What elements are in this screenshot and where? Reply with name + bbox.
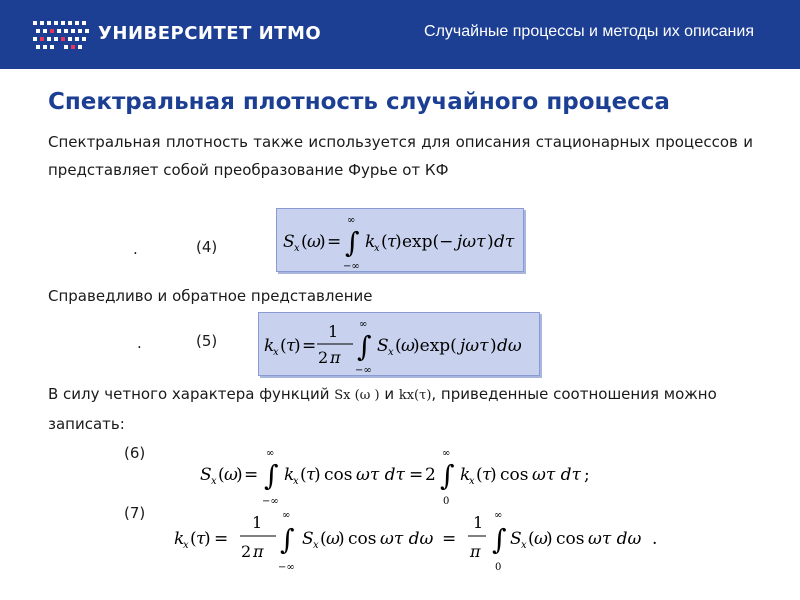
parity-text-after: , приведенные соотношения можно записать:: [48, 385, 717, 433]
svg-text:(: (: [300, 465, 307, 485]
svg-text:ω: ω: [401, 336, 415, 356]
svg-text:): ): [490, 336, 497, 356]
svg-text:(: (: [301, 232, 308, 252]
svg-text:S: S: [510, 529, 522, 549]
svg-text:): ): [490, 465, 497, 485]
svg-text:dω: dω: [497, 336, 522, 356]
svg-text:): ): [236, 465, 243, 485]
svg-text:k: k: [365, 232, 376, 252]
svg-text:π: π: [253, 542, 264, 561]
svg-text:x: x: [521, 540, 527, 551]
presentation-topic: Случайные процессы и методы их описания: [424, 23, 754, 40]
svg-text:τ: τ: [387, 232, 397, 252]
svg-text:ω: ω: [326, 529, 340, 549]
parity-and: и: [384, 385, 395, 403]
svg-text:exp(−: exp(−: [402, 232, 454, 252]
svg-text:∫: ∫: [264, 459, 279, 492]
eq6-label: (6): [124, 444, 146, 462]
parity-sx: Sx (ω ): [334, 388, 380, 403]
svg-text:τ: τ: [306, 465, 316, 485]
svg-text:0: 0: [495, 562, 502, 573]
parity-kx: kx(τ): [398, 388, 432, 403]
svg-text:ωτ dω: ωτ dω: [380, 529, 434, 549]
svg-text:;: ;: [584, 465, 590, 485]
svg-text:ω: ω: [307, 232, 321, 252]
parity-text-before: В силу четного характера функций: [48, 385, 330, 403]
svg-text:=: =: [442, 529, 457, 549]
svg-text:x: x: [294, 243, 300, 254]
inverse-paragraph: Справедливо и обратное представление: [48, 287, 373, 305]
svg-text:∞: ∞: [442, 448, 451, 459]
svg-text:(: (: [528, 529, 535, 549]
svg-text:π: π: [330, 348, 341, 367]
svg-text:S: S: [283, 232, 295, 252]
svg-text:(: (: [395, 336, 402, 356]
formula-5: [259, 313, 541, 377]
svg-text:S: S: [302, 529, 314, 549]
svg-text:=: =: [214, 529, 229, 549]
svg-text:∞: ∞: [359, 319, 368, 330]
svg-text:=: =: [244, 465, 259, 485]
svg-text:−∞: −∞: [262, 496, 279, 507]
svg-text:(: (: [280, 336, 287, 356]
eq5-dot: .: [137, 334, 142, 352]
svg-text:dτ: dτ: [494, 232, 515, 252]
eq4-label: (4): [196, 238, 218, 256]
svg-text:): ): [395, 232, 402, 252]
svg-text:ωτ dω: ωτ dω: [588, 529, 642, 549]
svg-text:x: x: [469, 476, 475, 487]
svg-text:∞: ∞: [494, 510, 503, 521]
svg-text:x: x: [211, 476, 217, 487]
svg-text:τ: τ: [196, 529, 206, 549]
svg-text:∫: ∫: [280, 523, 295, 556]
svg-text:jωτ: jωτ: [460, 336, 489, 356]
svg-text:1: 1: [473, 513, 484, 532]
svg-text:): ): [487, 232, 494, 252]
svg-text:): ): [338, 529, 345, 549]
svg-text:−∞: −∞: [355, 365, 372, 376]
svg-text:∞: ∞: [282, 510, 291, 521]
svg-text:ωτ dτ: ωτ dτ: [532, 465, 581, 485]
formula-7: [170, 504, 670, 576]
svg-text:−∞: −∞: [343, 261, 360, 272]
svg-text:x: x: [183, 540, 189, 551]
svg-text:k: k: [174, 529, 185, 549]
svg-text:=: =: [327, 232, 342, 252]
formula-box-5: [258, 312, 540, 376]
svg-text:x: x: [374, 243, 380, 254]
eq4-dot: .: [133, 240, 138, 258]
formula-4: [277, 209, 525, 273]
svg-text:∫: ∫: [440, 459, 455, 492]
svg-text:τ: τ: [482, 465, 492, 485]
svg-text:−∞: −∞: [278, 562, 295, 573]
svg-text:): ): [204, 529, 211, 549]
svg-text:jωτ: jωτ: [457, 232, 486, 252]
university-logo-text: УНИВЕРСИТЕТ ИТМО: [98, 23, 322, 44]
svg-text:∞: ∞: [347, 215, 356, 226]
svg-text:): ): [546, 529, 553, 549]
svg-text:S: S: [377, 336, 389, 356]
svg-text:): ): [314, 465, 321, 485]
svg-text:τ: τ: [286, 336, 296, 356]
intro-paragraph: Спектральная плотность также используется для описания стационарных процессов и представляет собой преобразование Фурье от КФ: [48, 133, 753, 179]
svg-text:k: k: [264, 336, 275, 356]
header-bar: [0, 0, 800, 69]
svg-text:1: 1: [252, 513, 263, 532]
svg-text:k: k: [460, 465, 471, 485]
svg-text:ωτ dτ: ωτ dτ: [356, 465, 405, 485]
svg-text:2: 2: [241, 542, 252, 561]
svg-text:∫: ∫: [492, 523, 507, 556]
svg-text:): ): [294, 336, 301, 356]
svg-text:k: k: [284, 465, 295, 485]
svg-text:(: (: [476, 465, 483, 485]
svg-text:(: (: [190, 529, 197, 549]
svg-text:ω: ω: [224, 465, 238, 485]
svg-text:2: 2: [318, 348, 329, 367]
svg-text:π: π: [470, 542, 481, 561]
svg-text:1: 1: [328, 322, 339, 341]
svg-text:=: =: [409, 465, 424, 485]
svg-text:S: S: [200, 465, 212, 485]
svg-text:0: 0: [443, 496, 450, 507]
eq7-label: (7): [124, 504, 146, 522]
svg-text:x: x: [388, 347, 394, 358]
formula-box-4: [276, 208, 524, 272]
svg-text:(: (: [381, 232, 388, 252]
svg-text:∫: ∫: [345, 226, 360, 259]
svg-text:x: x: [273, 347, 279, 358]
svg-text:)exp(: )exp(: [413, 336, 457, 356]
svg-text:(: (: [320, 529, 327, 549]
svg-text:.: .: [652, 529, 658, 549]
svg-text:cos: cos: [556, 529, 585, 549]
svg-text:x: x: [293, 476, 299, 487]
svg-text:cos: cos: [500, 465, 529, 485]
parity-paragraph: [48, 380, 753, 438]
svg-text:(: (: [218, 465, 225, 485]
svg-text:cos: cos: [324, 465, 353, 485]
svg-text:cos: cos: [348, 529, 377, 549]
slide-title: Спектральная плотность случайного процесса: [48, 89, 670, 115]
formula-6: [196, 442, 636, 508]
eq5-label: (5): [196, 332, 218, 350]
svg-text:∫: ∫: [357, 330, 372, 363]
itmo-logo-icon: [33, 19, 91, 51]
svg-text:∞: ∞: [266, 448, 275, 459]
svg-text:2: 2: [425, 465, 436, 485]
svg-text:x: x: [313, 540, 319, 551]
svg-text:): ): [319, 232, 326, 252]
svg-text:ω: ω: [534, 529, 548, 549]
svg-text:=: =: [302, 336, 317, 356]
